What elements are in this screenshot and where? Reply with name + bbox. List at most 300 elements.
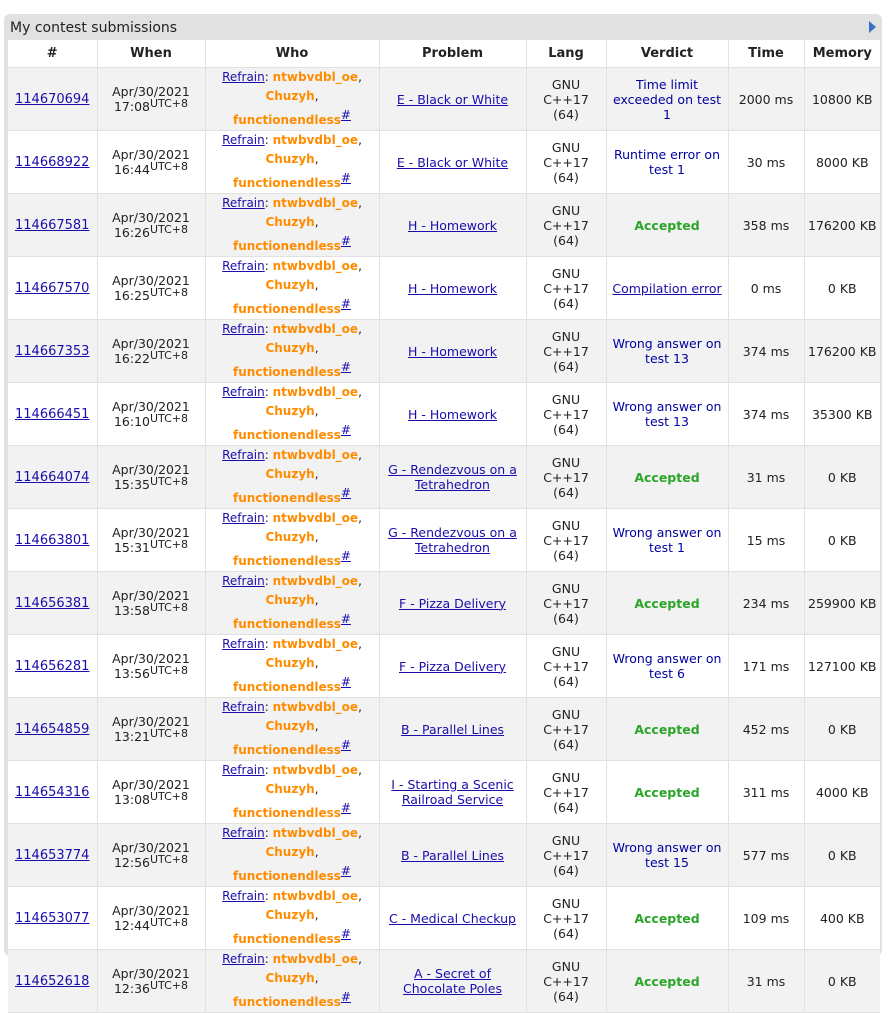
hash-link[interactable]: # (340, 108, 351, 122)
team-member-link[interactable]: Refrain (222, 511, 265, 525)
problem-cell (379, 131, 526, 194)
expand-arrow-icon[interactable] (869, 21, 876, 33)
problem-cell (379, 68, 526, 131)
team-member-link[interactable]: Chuzyh (265, 89, 315, 103)
time-cell: 374 ms (728, 320, 804, 383)
hash-link[interactable]: # (340, 549, 351, 563)
memory-cell: 8000 KB (804, 131, 880, 194)
team-member-link[interactable]: Refrain (222, 574, 265, 588)
when-cell (97, 761, 205, 824)
lang-line: C++17 (543, 343, 589, 359)
submission-id-link[interactable]: 114670694 (15, 92, 90, 107)
who-cell: Refrain: ntwbvdbl_oe, Chuzyh, functionendless# (205, 824, 379, 887)
submission-id-link[interactable]: 114663801 (15, 533, 90, 548)
submission-id-cell (8, 824, 97, 887)
submission-time: 13:21 (113, 728, 150, 744)
lang-line: GNU (551, 706, 581, 722)
submission-id-link[interactable]: 114668922 (15, 155, 90, 170)
problem-link[interactable]: H - Homework (407, 406, 498, 422)
lang-line: C++17 (543, 91, 589, 107)
lang-cell (526, 383, 606, 446)
table-row (8, 572, 880, 635)
verdict-cell (606, 887, 728, 950)
lang-line: (64) (553, 862, 579, 878)
timezone-label: UTC+8 (150, 159, 189, 173)
table-row (8, 131, 880, 194)
problem-link[interactable]: F - Pizza Delivery (398, 658, 507, 674)
team-member-link[interactable]: ntwbvdbl_oe (272, 700, 359, 714)
verdict-cell (606, 131, 728, 194)
team-member-link[interactable]: Chuzyh (265, 845, 315, 859)
submission-id-link[interactable]: 114664074 (15, 470, 90, 485)
team-member-link[interactable]: functionendless (233, 995, 341, 1009)
team-member-link[interactable]: ntwbvdbl_oe (272, 889, 359, 903)
team-member-link[interactable]: ntwbvdbl_oe (272, 448, 359, 462)
problem-link[interactable]: B - Parallel Lines (400, 847, 505, 863)
table-row (8, 761, 880, 824)
team-member-link[interactable]: Chuzyh (265, 467, 315, 481)
verdict-label: Accepted (634, 784, 700, 800)
verdict-label: Accepted (634, 469, 700, 485)
who-cell: Refrain: ntwbvdbl_oe, Chuzyh, functionendless# (205, 572, 379, 635)
team-member-link[interactable]: functionendless (233, 680, 341, 694)
lang-line: C++17 (543, 154, 589, 170)
team-member-link[interactable]: ntwbvdbl_oe (272, 196, 359, 210)
who-cell: Refrain: ntwbvdbl_oe, Chuzyh, functionendless# (205, 257, 379, 320)
who-cell: Refrain: ntwbvdbl_oe, Chuzyh, functionendless# (205, 887, 379, 950)
who-cell: Refrain: ntwbvdbl_oe, Chuzyh, functionendless# (205, 950, 379, 1013)
verdict-cell (606, 320, 728, 383)
lang-line: C++17 (543, 532, 589, 548)
lang-line: C++17 (543, 406, 589, 422)
lang-line: (64) (553, 547, 579, 563)
problem-cell (379, 446, 526, 509)
submission-date: Apr/30/2021 (112, 902, 190, 918)
time-cell: 577 ms (728, 824, 804, 887)
hash-link[interactable]: # (340, 864, 351, 878)
submission-time: 12:56 (113, 854, 150, 870)
team-member-link[interactable]: ntwbvdbl_oe (272, 511, 359, 525)
who-cell: Refrain: ntwbvdbl_oe, Chuzyh, functionendless# (205, 509, 379, 572)
when-cell (97, 572, 205, 635)
team-member-link[interactable]: Chuzyh (265, 341, 315, 355)
submission-id-link[interactable]: 114654859 (15, 722, 90, 737)
memory-cell: 0 KB (804, 698, 880, 761)
when-cell (97, 131, 205, 194)
verdict-label: Accepted (634, 973, 700, 989)
panel-title: My contest submissions (10, 20, 178, 36)
team-member-link[interactable]: ntwbvdbl_oe (272, 637, 359, 651)
time-cell: 171 ms (728, 635, 804, 698)
lang-line: C++17 (543, 658, 589, 674)
time-cell: 109 ms (728, 887, 804, 950)
memory-cell: 127100 KB (804, 635, 880, 698)
problem-link[interactable]: G - Rendezvous on a Tetrahedron (388, 525, 517, 555)
memory-cell: 400 KB (804, 887, 880, 950)
lang-line: GNU (551, 391, 581, 407)
submission-time: 12:36 (113, 980, 150, 996)
team-member-link[interactable]: functionendless (233, 113, 341, 127)
submission-date: Apr/30/2021 (112, 209, 190, 225)
memory-cell: 176200 KB (804, 194, 880, 257)
submission-id-cell (8, 887, 97, 950)
verdict-cell (606, 194, 728, 257)
problem-link[interactable]: E - Black or White (396, 154, 509, 170)
lang-line: C++17 (543, 280, 589, 296)
team-member-link[interactable]: ntwbvdbl_oe (272, 385, 359, 399)
problem-link[interactable]: H - Homework (407, 343, 498, 359)
lang-line: (64) (553, 988, 579, 1004)
lang-line: (64) (553, 169, 579, 185)
team-member-link[interactable]: Chuzyh (265, 152, 315, 166)
timezone-label: UTC+8 (150, 852, 189, 866)
timezone-label: UTC+8 (150, 537, 189, 551)
submission-time: 13:58 (113, 602, 150, 618)
team-member-link[interactable]: ntwbvdbl_oe (272, 826, 359, 840)
team-member-link[interactable]: Chuzyh (265, 971, 315, 985)
submission-date: Apr/30/2021 (112, 650, 190, 666)
submissions-panel (4, 14, 882, 1009)
team-member-link[interactable]: functionendless (233, 302, 341, 316)
table-row (8, 509, 880, 572)
problem-link[interactable]: E - Black or White (396, 91, 509, 107)
verdict-label[interactable]: Compilation error (612, 280, 722, 296)
when-cell (97, 446, 205, 509)
submission-time: 13:08 (113, 791, 150, 807)
hash-link[interactable]: # (340, 423, 351, 437)
lang-line: C++17 (543, 595, 589, 611)
problem-cell (379, 572, 526, 635)
verdict-cell (606, 68, 728, 131)
submission-time: 12:44 (113, 917, 150, 933)
team-member-link[interactable]: Refrain (222, 826, 265, 840)
memory-cell: 0 KB (804, 446, 880, 509)
header-memory: Memory (804, 40, 880, 68)
verdict-cell (606, 950, 728, 1013)
when-cell (97, 383, 205, 446)
problem-link[interactable]: A - Secret of Chocolate Poles (403, 966, 502, 996)
timezone-label: UTC+8 (150, 222, 189, 236)
team-member-link[interactable]: functionendless (233, 617, 341, 631)
lang-line: GNU (551, 643, 581, 659)
verdict-cell (606, 698, 728, 761)
team-member-link[interactable]: functionendless (233, 365, 341, 379)
verdict-label: Wrong answer on test 1 (612, 525, 722, 555)
team-member-link[interactable]: functionendless (233, 932, 341, 946)
team-member-link[interactable]: Refrain (222, 322, 265, 336)
submission-date: Apr/30/2021 (112, 83, 190, 99)
submission-date: Apr/30/2021 (112, 965, 190, 981)
problem-cell (379, 698, 526, 761)
problem-link[interactable]: B - Parallel Lines (400, 721, 505, 737)
problem-cell (379, 887, 526, 950)
problem-link[interactable]: F - Pizza Delivery (398, 595, 507, 611)
submission-time: 16:22 (113, 350, 150, 366)
submission-id-link[interactable]: 114653774 (15, 848, 90, 863)
lang-line: (64) (553, 610, 579, 626)
who-cell: Refrain: ntwbvdbl_oe, Chuzyh, functionendless# (205, 320, 379, 383)
submission-id-link[interactable]: 114656381 (15, 596, 90, 611)
team-member-link[interactable]: Refrain (222, 763, 265, 777)
submission-date: Apr/30/2021 (112, 398, 190, 414)
lang-cell (526, 131, 606, 194)
team-member-link[interactable]: Chuzyh (265, 593, 315, 607)
lang-cell (526, 257, 606, 320)
submission-id-link[interactable]: 114654316 (15, 785, 90, 800)
time-cell: 234 ms (728, 572, 804, 635)
problem-cell (379, 320, 526, 383)
team-member-link[interactable]: Refrain (222, 196, 265, 210)
table-row (8, 257, 880, 320)
team-member-link[interactable]: ntwbvdbl_oe (272, 763, 359, 777)
submission-id-cell (8, 950, 97, 1013)
header-id: # (8, 40, 97, 68)
when-cell (97, 950, 205, 1013)
submission-date: Apr/30/2021 (112, 713, 190, 729)
time-cell: 31 ms (728, 950, 804, 1013)
team-member-link[interactable]: Chuzyh (265, 278, 315, 292)
submission-id-cell (8, 572, 97, 635)
verdict-label: Accepted (634, 595, 700, 611)
hash-link[interactable]: # (340, 738, 351, 752)
submission-date: Apr/30/2021 (112, 587, 190, 603)
submission-id-link[interactable]: 114653077 (15, 911, 90, 926)
team-member-link[interactable]: Chuzyh (265, 782, 315, 796)
lang-line: GNU (551, 265, 581, 281)
submission-time: 13:56 (113, 665, 150, 681)
submission-id-cell (8, 68, 97, 131)
hash-link[interactable]: # (340, 486, 351, 500)
team-member-link[interactable]: ntwbvdbl_oe (272, 259, 359, 273)
submission-id-link[interactable]: 114667353 (15, 344, 90, 359)
time-cell: 452 ms (728, 698, 804, 761)
team-member-link[interactable]: Refrain (222, 889, 265, 903)
hash-link[interactable]: # (340, 234, 351, 248)
problem-link[interactable]: G - Rendezvous on a Tetrahedron (388, 462, 517, 492)
who-cell: Refrain: ntwbvdbl_oe, Chuzyh, functionendless# (205, 446, 379, 509)
lang-line: (64) (553, 358, 579, 374)
submission-id-link[interactable]: 114667570 (15, 281, 90, 296)
header-lang: Lang (526, 40, 606, 68)
submission-time: 15:35 (113, 476, 150, 492)
submissions-table (8, 40, 880, 1013)
team-member-link[interactable]: functionendless (233, 743, 341, 757)
time-cell: 358 ms (728, 194, 804, 257)
time-cell: 0 ms (728, 257, 804, 320)
submission-id-link[interactable]: 114667581 (15, 218, 90, 233)
submission-time: 16:10 (113, 413, 150, 429)
team-member-link[interactable]: Refrain (222, 133, 265, 147)
table-row (8, 635, 880, 698)
team-member-link[interactable]: ntwbvdbl_oe (272, 574, 359, 588)
problem-cell (379, 635, 526, 698)
lang-line: C++17 (543, 973, 589, 989)
who-cell: Refrain: ntwbvdbl_oe, Chuzyh, functionendless# (205, 383, 379, 446)
team-member-link[interactable]: Chuzyh (265, 719, 315, 733)
team-member-link[interactable]: ntwbvdbl_oe (272, 70, 359, 84)
header-verdict: Verdict (606, 40, 728, 68)
submission-date: Apr/30/2021 (112, 461, 190, 477)
team-member-link[interactable]: functionendless (233, 491, 341, 505)
problem-cell (379, 950, 526, 1013)
memory-cell: 35300 KB (804, 383, 880, 446)
table-row (8, 68, 880, 131)
header-time: Time (728, 40, 804, 68)
lang-line: C++17 (543, 910, 589, 926)
team-member-link[interactable]: functionendless (233, 176, 341, 190)
submission-date: Apr/30/2021 (112, 776, 190, 792)
submission-time: 15:31 (113, 539, 150, 555)
lang-line: (64) (553, 295, 579, 311)
team-member-link[interactable]: ntwbvdbl_oe (272, 322, 359, 336)
team-member-link[interactable]: functionendless (233, 239, 341, 253)
who-cell: Refrain: ntwbvdbl_oe, Chuzyh, functionendless# (205, 194, 379, 257)
team-member-link[interactable]: functionendless (233, 869, 341, 883)
problem-link[interactable]: H - Homework (407, 280, 498, 296)
team-member-link[interactable]: Chuzyh (265, 908, 315, 922)
when-cell (97, 194, 205, 257)
when-cell (97, 320, 205, 383)
team-member-link[interactable]: Refrain (222, 637, 265, 651)
team-member-link[interactable]: Refrain (222, 448, 265, 462)
hash-link[interactable]: # (340, 990, 351, 1004)
when-cell (97, 257, 205, 320)
submission-id-link[interactable]: 114666451 (15, 407, 90, 422)
team-member-link[interactable]: ntwbvdbl_oe (272, 133, 359, 147)
lang-cell (526, 698, 606, 761)
submission-id-cell (8, 698, 97, 761)
verdict-cell (606, 383, 728, 446)
lang-line: (64) (553, 484, 579, 500)
problem-cell (379, 761, 526, 824)
verdict-label: Wrong answer on test 13 (612, 399, 722, 429)
timezone-label: UTC+8 (150, 285, 189, 299)
when-cell (97, 68, 205, 131)
submission-id-link[interactable]: 114656281 (15, 659, 90, 674)
verdict-label: Accepted (634, 721, 700, 737)
lang-cell (526, 572, 606, 635)
memory-cell: 0 KB (804, 509, 880, 572)
hash-link[interactable]: # (340, 927, 351, 941)
lang-line: GNU (551, 832, 581, 848)
timezone-label: UTC+8 (150, 726, 189, 740)
lang-line: C++17 (543, 721, 589, 737)
timezone-label: UTC+8 (150, 663, 189, 677)
hash-link[interactable]: # (340, 675, 351, 689)
team-member-link[interactable]: Chuzyh (265, 404, 315, 418)
lang-cell (526, 824, 606, 887)
lang-line: GNU (551, 454, 581, 470)
submission-id-cell (8, 320, 97, 383)
hash-link[interactable]: # (340, 297, 351, 311)
hash-link[interactable]: # (340, 360, 351, 374)
submission-id-cell (8, 635, 97, 698)
hash-link[interactable]: # (340, 171, 351, 185)
team-member-link[interactable]: ntwbvdbl_oe (272, 952, 359, 966)
table-row (8, 698, 880, 761)
verdict-label: Runtime error on test 1 (614, 147, 720, 177)
who-cell: Refrain: ntwbvdbl_oe, Chuzyh, functionendless# (205, 68, 379, 131)
lang-line: GNU (551, 769, 581, 785)
team-member-link[interactable]: Chuzyh (265, 656, 315, 670)
team-member-link[interactable]: Refrain (222, 385, 265, 399)
submission-date: Apr/30/2021 (112, 272, 190, 288)
when-cell (97, 509, 205, 572)
verdict-cell (606, 761, 728, 824)
timezone-label: UTC+8 (150, 600, 189, 614)
team-member-link[interactable]: Refrain (222, 259, 265, 273)
lang-line: C++17 (543, 469, 589, 485)
hash-link[interactable]: # (340, 612, 351, 626)
submission-date: Apr/30/2021 (112, 146, 190, 162)
who-cell: Refrain: ntwbvdbl_oe, Chuzyh, functionendless# (205, 761, 379, 824)
team-member-link[interactable]: Refrain (222, 700, 265, 714)
verdict-label: Time limit exceeded on test 1 (613, 76, 721, 122)
memory-cell: 176200 KB (804, 320, 880, 383)
who-cell: Refrain: ntwbvdbl_oe, Chuzyh, functionendless# (205, 131, 379, 194)
problem-cell (379, 194, 526, 257)
table-row (8, 194, 880, 257)
team-member-link[interactable]: functionendless (233, 428, 341, 442)
memory-cell: 259900 KB (804, 572, 880, 635)
hash-link[interactable]: # (340, 801, 351, 815)
submission-date: Apr/30/2021 (112, 524, 190, 540)
lang-line: (64) (553, 421, 579, 437)
lang-cell (526, 68, 606, 131)
submissions-table-wrap (8, 40, 880, 1013)
lang-cell (526, 320, 606, 383)
team-member-link[interactable]: functionendless (233, 554, 341, 568)
submission-id-link[interactable]: 114652618 (15, 974, 90, 989)
submission-time: 16:25 (113, 287, 150, 303)
problem-link[interactable]: I - Starting a Scenic Railroad Service (391, 777, 514, 807)
submission-time: 17:08 (113, 98, 150, 114)
team-member-link[interactable]: Chuzyh (265, 215, 315, 229)
problem-link[interactable]: H - Homework (407, 217, 498, 233)
table-row (8, 320, 880, 383)
time-cell: 30 ms (728, 131, 804, 194)
header-row (8, 40, 880, 68)
team-member-link[interactable]: Refrain (222, 70, 265, 84)
lang-line: (64) (553, 673, 579, 689)
verdict-label: Accepted (634, 910, 700, 926)
problem-link[interactable]: C - Medical Checkup (389, 910, 516, 926)
problem-cell (379, 509, 526, 572)
time-cell: 15 ms (728, 509, 804, 572)
submission-id-cell (8, 383, 97, 446)
when-cell (97, 635, 205, 698)
lang-cell (526, 635, 606, 698)
lang-cell (526, 950, 606, 1013)
team-member-link[interactable]: functionendless (233, 806, 341, 820)
team-member-link[interactable]: Chuzyh (265, 530, 315, 544)
verdict-cell (606, 257, 728, 320)
submission-id-cell (8, 509, 97, 572)
when-cell (97, 887, 205, 950)
problem-cell (379, 257, 526, 320)
lang-line: GNU (551, 580, 581, 596)
submission-date: Apr/30/2021 (112, 839, 190, 855)
lang-line: GNU (551, 202, 581, 218)
timezone-label: UTC+8 (150, 978, 189, 992)
table-row (8, 950, 880, 1013)
memory-cell: 0 KB (804, 257, 880, 320)
lang-line: GNU (551, 958, 581, 974)
table-row (8, 824, 880, 887)
team-member-link[interactable]: Refrain (222, 952, 265, 966)
header-when: When (97, 40, 205, 68)
lang-line: C++17 (543, 217, 589, 233)
